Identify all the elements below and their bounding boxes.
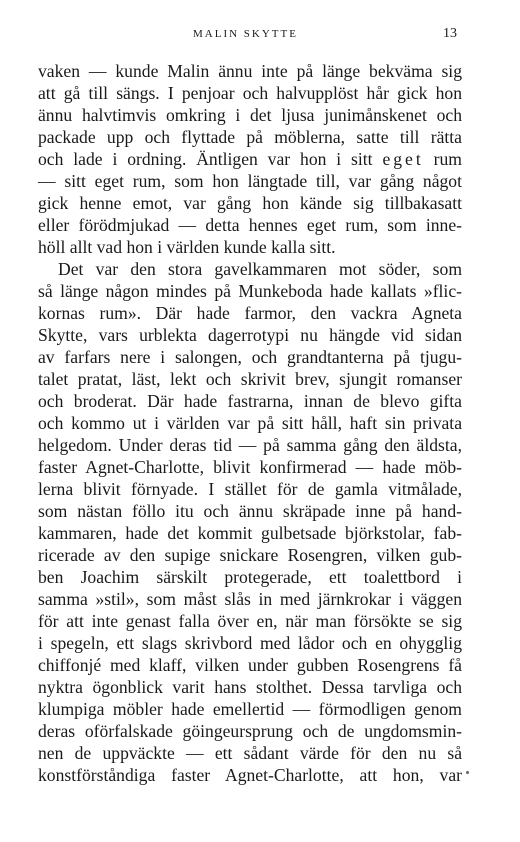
text-line: ännu halvtimvis omkring i det ljusa junimånskenet och xyxy=(38,105,462,125)
text-line: att gå till sängs. I penjoar och halvupplöst hår gick hon xyxy=(38,83,462,103)
text-line: eller förödmjukad — detta hennes eget rum, som inne- xyxy=(38,215,462,235)
text-line: Skytte, vars urblekta dagerrotypi nu hängde vid sidan xyxy=(38,325,462,345)
text-line: ben Joachim särskilt protegerade, ett toalettbord i xyxy=(38,567,462,587)
running-title: MALIN SKYTTE xyxy=(193,28,298,40)
text-line: så länge någon mindes på Munkeboda hade kallats »flic- xyxy=(38,281,462,301)
text-line: packade upp och flyttade på möblerna, satte till rätta xyxy=(38,127,462,147)
body-text xyxy=(38,60,462,786)
text-line: ricerade av den supige snickare Rosengren, vilken gub- xyxy=(38,545,462,565)
text-line: klumpiga möbler hade emellertid — förmodligen genom xyxy=(38,699,462,719)
page-number: 13 xyxy=(443,26,457,41)
text-line: lerna blivit förnyade. I stället för de gamla vitmålade, xyxy=(38,479,462,499)
ink-speck xyxy=(466,771,469,774)
text-line: för att inte genast falla över en, när man försökte se sig xyxy=(38,611,462,631)
text-line-with-emphasis xyxy=(38,148,462,170)
text-line: kammaren, hade det kommit gulbetsade björkstolar, fab- xyxy=(38,523,462,543)
text-line-paragraph-start: Det var den stora gavelkammaren mot söder, som xyxy=(58,259,462,279)
text-line: i spegeln, ett slags skrivbord med lådor och en ohygglig xyxy=(38,633,462,653)
text-line: konstförståndiga faster Agnet-Charlotte, att hon, var xyxy=(38,765,462,785)
text-line: samma »stil», som måst slås in med järnkrokar i väggen xyxy=(38,589,462,609)
running-header xyxy=(0,26,520,46)
text-line: kornas rum». Där hade farmor, den vackra Agneta xyxy=(38,303,462,323)
text-line: nyktra ögonblick varit hans stolthet. Dessa tarvliga och xyxy=(38,677,462,697)
text-line: talet pratat, läst, lekt och skrivit brev, sjungit romanser xyxy=(38,369,462,389)
text-line: nen de uppväckte — ett sådant värde för den nu så xyxy=(38,743,462,763)
text-line: av farfars nere i salongen, och grandtanterna på tjugu- xyxy=(38,347,462,367)
text-line: helgedom. Under deras tid — på samma gång den äldsta, xyxy=(38,435,462,455)
text-line: vaken — kunde Malin ännu inte på länge bekväma sig xyxy=(38,61,462,81)
text-line: som nästan föllo itu och ännu skräpade inne på hand- xyxy=(38,501,462,521)
text-line-segment: och lade i ordning. Äntligen var hon i sitt xyxy=(38,149,373,169)
text-line: gick henne emot, var gång hon kände sig tillbakasatt xyxy=(38,193,462,213)
text-line: höll allt vad hon i världen kunde kalla sitt. xyxy=(38,237,336,257)
text-line: chiffonjé med klaff, vilken under gubben Rosengrens få xyxy=(38,655,462,675)
text-line: — sitt eget rum, som hon längtade till, var gång något xyxy=(38,171,462,191)
text-line: och broderat. Där hade fastrarna, innan de blevo gifta xyxy=(38,391,462,411)
text-line: och kommo ut i världen var på sitt håll, haft sin privata xyxy=(38,413,462,433)
emphasized-word: eget xyxy=(382,149,424,169)
text-line: deras oförfalskade göingeursprung och de ungdomsmin- xyxy=(38,721,462,741)
text-line-end-word: rum xyxy=(433,149,462,169)
text-line: faster Agnet-Charlotte, blivit konfirmerad — hade möb- xyxy=(38,457,462,477)
